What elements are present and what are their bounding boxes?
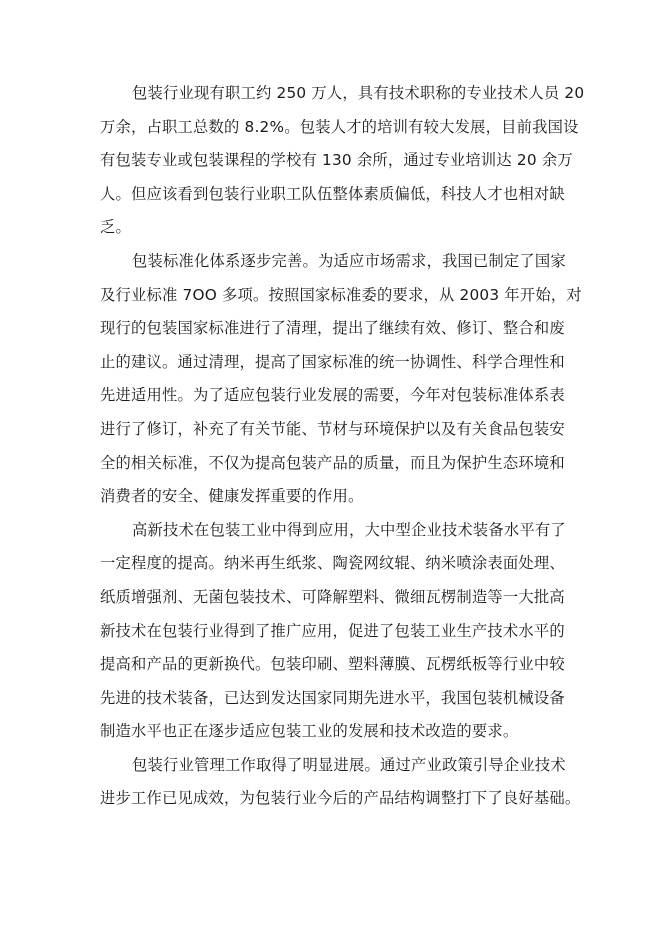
text-line: 包装标准化体系逐步完善。为适应市场需求，我国已制定了国家 (132, 251, 566, 270)
text-line: 乏。 (100, 218, 131, 237)
text-line: 一定程度的提高。纳米再生纸浆、陶瓷网纹辊、纳米喷涂表面处理、 (100, 554, 565, 573)
paragraph-standards (100, 245, 605, 514)
text-line: 包装行业现有职工约 250 万人，具有技术职称的专业技术人员 20 (132, 84, 585, 102)
text-line: 进步工作已见成效，为包装行业今后的产品结构调整打下了良好基础。 (100, 789, 581, 808)
text-line: 消费者的安全、健康发挥重要的作用。 (100, 487, 364, 506)
text-line: 全的相关标准，不仅为提高包装产品的质量，而且为保护生态环境和 (100, 453, 565, 472)
text-line: 现行的包装国家标准进行了清理，提出了继续有效、修订、整合和废 (100, 319, 565, 338)
text-line: 提高和产品的更新换代。包装印刷、塑料薄膜、瓦楞纸板等行业中较 (100, 655, 565, 674)
document-body (100, 77, 605, 816)
text-line: 止的建议。通过清理，提高了国家标准的统一协调性、科学合理性和 (100, 352, 565, 371)
text-line: 高新技术在包装工业中得到应用，大中型企业技术装备水平有了 (132, 520, 566, 539)
paragraph-staff-talent (100, 77, 605, 245)
text-line: 万余，占职工总数的 8.2%。包装人才的培训有较大发展，目前我国设 (100, 117, 579, 136)
text-line: 制造水平也正在逐步适应包装工业的发展和技术改造的要求。 (100, 722, 519, 741)
text-line: 人。但应该看到包装行业职工队伍整体素质偏低，科技人才也相对缺 (100, 184, 565, 203)
text-line: 有包装专业或包装课程的学校有 130 余所，通过专业培训达 20 余万 (100, 151, 573, 170)
text-line: 先进的技术装备，已达到发达国家同期先进水平，我国包装机械设备 (100, 688, 565, 707)
paragraph-high-tech (100, 514, 605, 749)
text-line: 纸质增强剂、无菌包装技术、可降解塑料、微细瓦楞制造等一大批高 (100, 587, 565, 606)
text-line: 及行业标准 7OO 多项。按照国家标准委的要求，从 2003 年开始，对 (100, 285, 582, 304)
text-line: 进行了修订，补充了有关节能、节材与环境保护以及有关食品包装安 (100, 419, 565, 438)
text-line: 包装行业管理工作取得了明显进展。通过产业政策引导企业技术 (132, 755, 566, 774)
text-line: 先进适用性。为了适应包装行业发展的需要，今年对包装标准体系表 (100, 386, 565, 405)
paragraph-management (100, 749, 605, 816)
text-line: 新技术在包装行业得到了推广应用，促进了包装工业生产技术水平的 (100, 621, 565, 640)
